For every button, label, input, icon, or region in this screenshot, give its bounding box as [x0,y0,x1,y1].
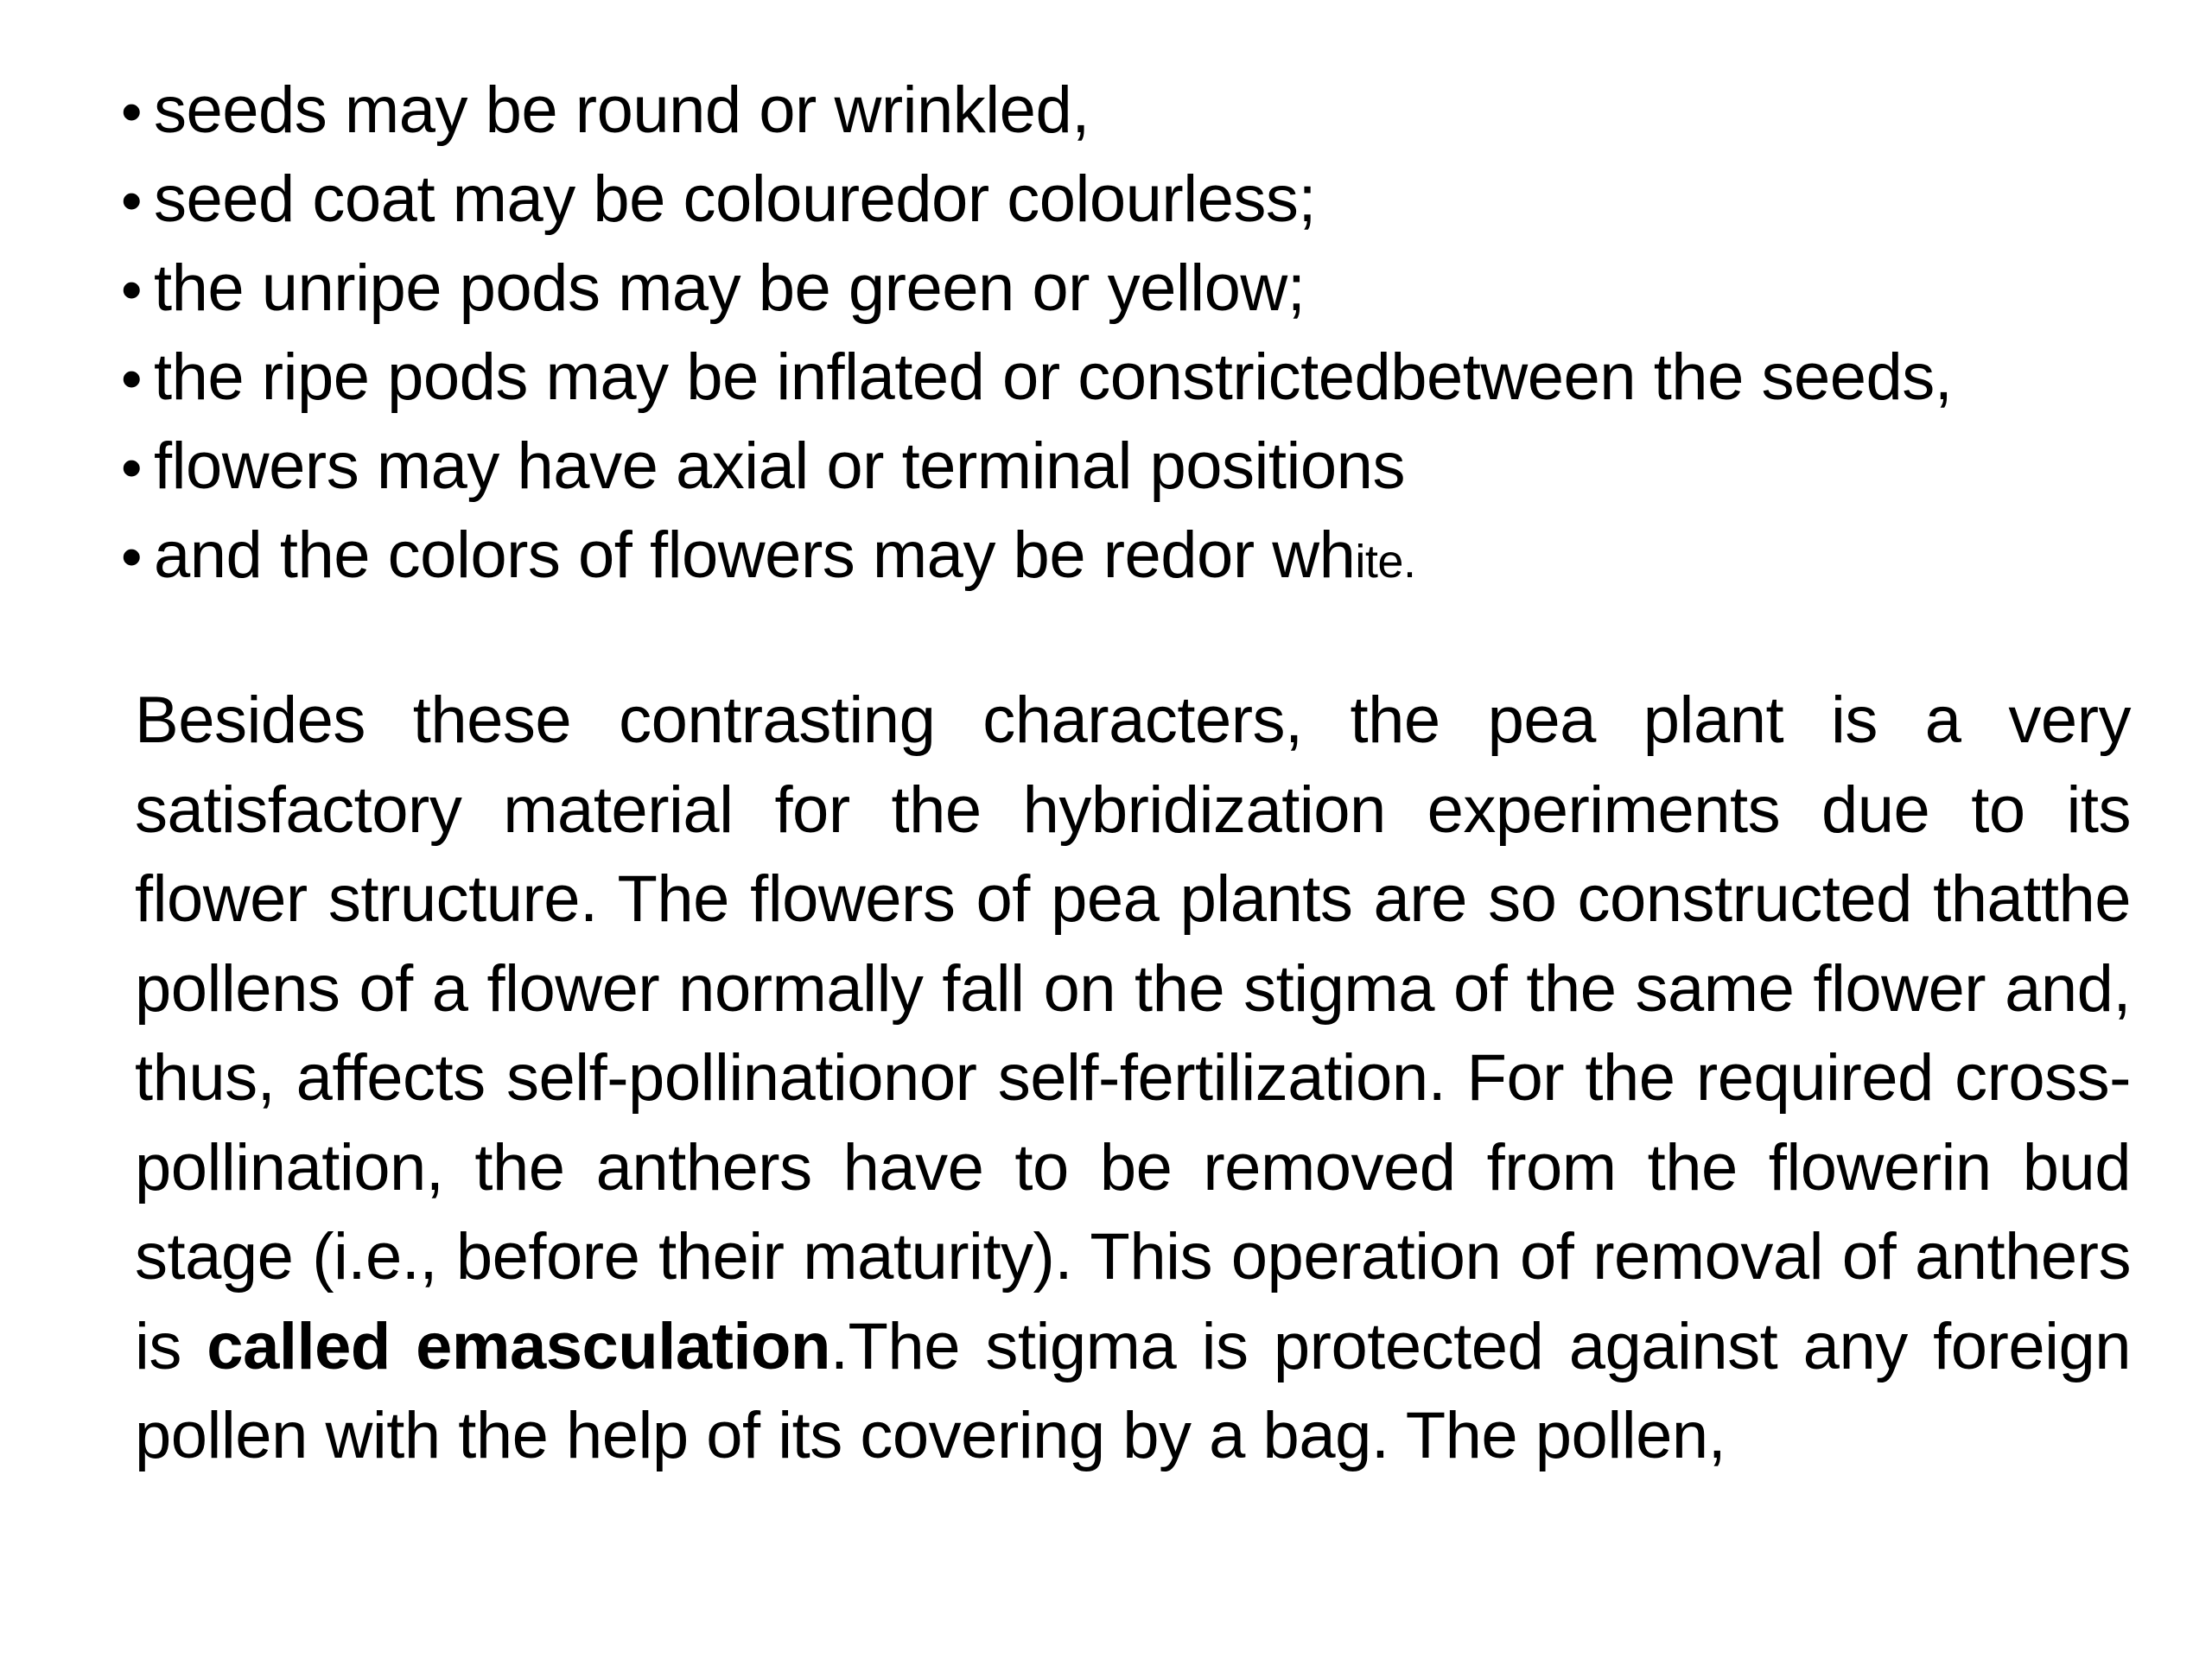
trait-bullet-list [121,66,2108,600]
bullet-text: seed coat may be colouredor colourless; [154,162,1317,236]
bullet-marker: • [121,78,143,145]
bullet-text-main: and the colors of flowers may be redor wh [154,518,1356,592]
body-paragraph [135,676,2131,1481]
bullet-text: seeds may be round or wrinkled, [154,73,1090,147]
bullet-item [121,66,2108,155]
bullet-item [121,155,2108,244]
bullet-text: flowers may have axial or terminal positions [154,429,1405,503]
bullet-marker: • [121,434,143,501]
bullet-marker: • [121,167,143,234]
bullet-marker: • [121,345,143,412]
bold-term: called emasculation [207,1309,830,1383]
bullet-item [121,333,2108,422]
paragraph-text-after-bold: .The stigma is protected against any foreign pollen with the help of its covering by a bag. The pollen, [135,1309,2132,1472]
bullet-marker: • [121,523,143,590]
bullet-text: the unripe pods may be green or yellow; [154,251,1306,325]
bullet-text-small-tail: ite. [1355,536,1416,588]
bullet-item [121,511,2108,600]
bullet-text [154,511,1415,607]
bullet-item [121,422,2108,511]
bullet-item [121,244,2108,333]
bullet-text: the ripe pods may be inflated or constrictedbetween the seeds, [154,340,1953,414]
paragraph-text-before-bold: Besides these contrasting characters, the pea plant is a very satisfactory material for the hybridization experiments due to its flower structure. The flowers of pea plants are so constructed thatthe pollens of a flower normally fall on the stigma of the same flower and, thus, affects self-pollinationor self-fertilization. For the required cross-pollination, the anthers have to be removed from the flowerin bud stage (i.e., before their maturity). This operation of removal of anthers is [135,683,2131,1383]
bullet-marker: • [121,256,143,323]
